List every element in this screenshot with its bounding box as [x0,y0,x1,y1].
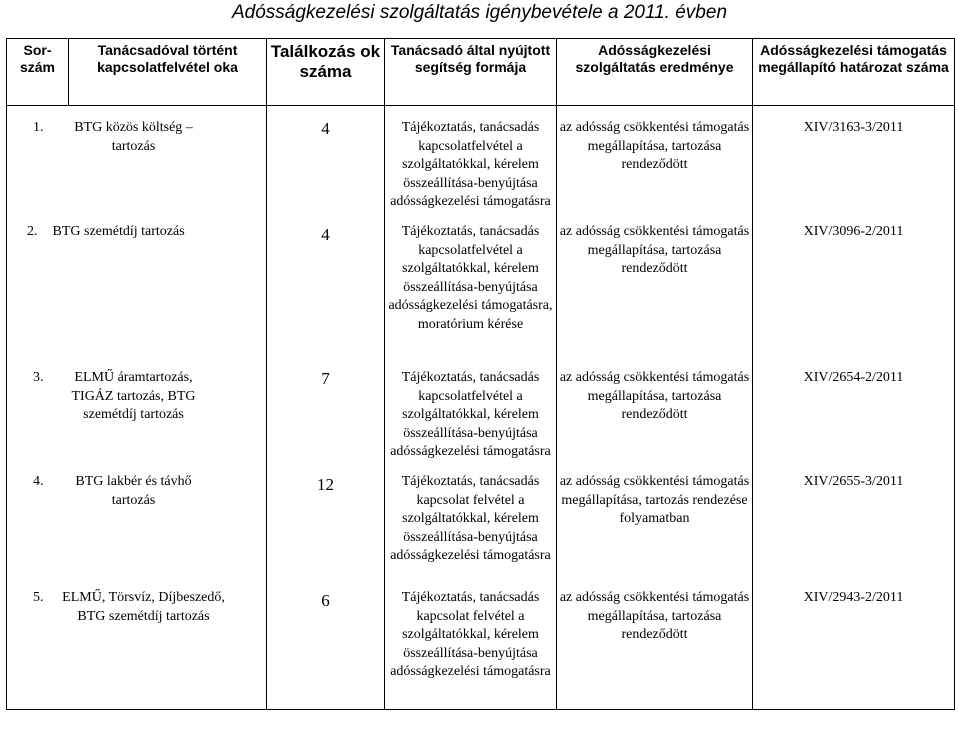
row-decision: XIV/2654-2/2011 [753,367,955,473]
row-meetings: 4 [267,223,385,367]
table-row [7,367,955,473]
row-result: az adósság csökkentési támogatás megállapítása, tartozás rendezése folyamatban [557,473,753,589]
row-reason: ELMŰ, Törsvíz, Díjbeszedő, BTG szemétdíj tartozás [62,590,225,624]
services-table [6,38,955,710]
header-meetings: Találkozás ok száma [267,39,385,106]
row-number: 5. [33,590,44,605]
row-reason-cell [7,589,267,710]
row-meetings: 6 [267,589,385,710]
header-sorszam: Sor-szám [7,39,69,106]
header-decision: Adósságkezelési támogatás megállapító határozat száma [753,39,955,106]
row-help: Tájékoztatás, tanácsadás kapcsolatfelvétel a szolgáltatókkal, kérelem összeállítása-benyújtása adósságkezelési támogatásra, moratórium kérése [385,223,557,367]
row-result: az adósság csökkentési támogatás megállapítása, tartozása rendeződött [557,367,753,473]
row-decision: XIV/2655-3/2011 [753,473,955,589]
row-result: az adósság csökkentési támogatás megállapítása, tartozása rendeződött [557,106,753,224]
row-decision: XIV/2943-2/2011 [753,589,955,710]
row-number: 1. [33,120,44,135]
row-number: 4. [33,474,44,489]
row-reason: BTG szemétdíj tartozás [52,224,185,239]
header-reason: Tanácsadóval történt kapcsolatfelvétel oka [69,39,267,106]
row-help: Tájékoztatás, tanácsadás kapcsolat felvétel a szolgáltatókkal, kérelem összeállítása-benyújtása adósságkezelési támogatásra [385,473,557,589]
page-title: Adósságkezelési szolgáltatás igénybevétele a 2011. évben [231,2,728,23]
header-row [7,39,955,106]
row-help: Tájékoztatás, tanácsadás kapcsolat felvétel a szolgáltatókkal, kérelem összeállítása-benyújtása adósságkezelési támogatásra [385,589,557,710]
row-result: az adósság csökkentési támogatás megállapítása, tartozása rendeződött [557,223,753,367]
table-row [7,589,955,710]
row-decision: XIV/3163-3/2011 [753,106,955,224]
table-row [7,223,955,367]
row-reason: ELMŰ áramtartozás, TIGÁZ tartozás, BTG szemétdíj tartozás [71,370,196,423]
row-reason-cell [7,106,267,224]
table-row [7,473,955,589]
row-reason-cell [7,473,267,589]
row-help: Tájékoztatás, tanácsadás kapcsolatfelvétel a szolgáltatókkal, kérelem összeállítása-benyújtása adósságkezelési támogatásra [385,367,557,473]
header-help: Tanácsadó által nyújtott segítség formája [385,39,557,106]
row-result: az adósság csökkentési támogatás megállapítása, tartozása rendeződött [557,589,753,710]
row-number: 2. [27,224,38,239]
row-reason: BTG közös költség – tartozás [74,120,193,154]
row-help: Tájékoztatás, tanácsadás kapcsolatfelvétel a szolgáltatókkal, kérelem összeállítása-benyújtása adósságkezelési támogatásra [385,106,557,224]
row-reason-cell [7,223,267,367]
row-meetings: 12 [267,473,385,589]
row-reason-cell [7,367,267,473]
row-number: 3. [33,370,44,385]
row-decision: XIV/3096-2/2011 [753,223,955,367]
table-row [7,106,955,224]
row-meetings: 7 [267,367,385,473]
header-result: Adósságkezelési szolgáltatás eredménye [557,39,753,106]
row-reason: BTG lakbér és távhő tartozás [75,474,192,508]
row-meetings: 4 [267,106,385,224]
